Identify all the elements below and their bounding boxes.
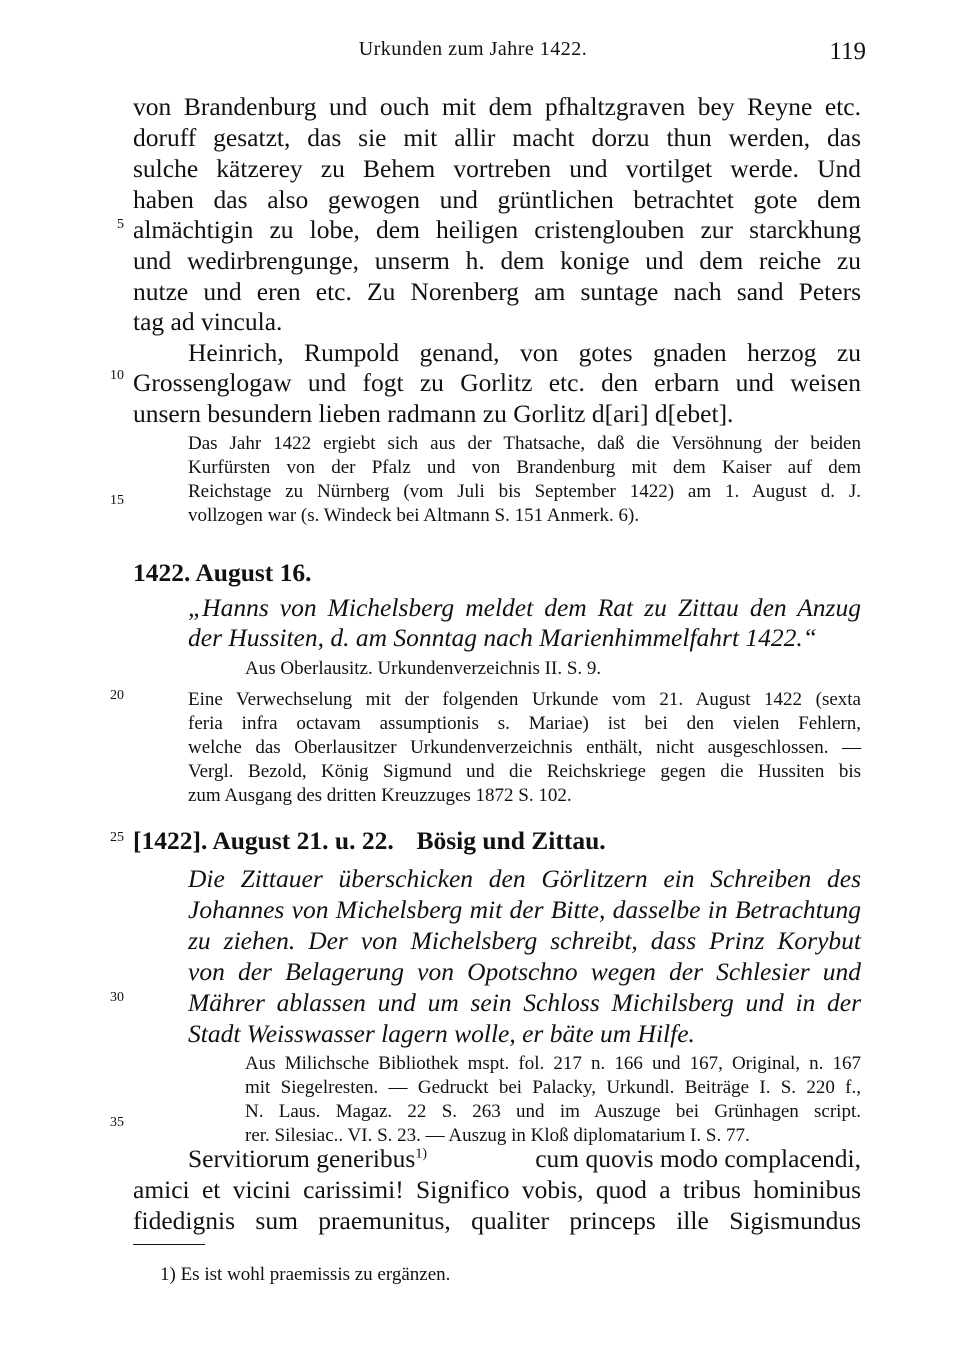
footnote-reference: 1)	[415, 1146, 428, 1162]
entry-source-line: Aus Milichsche Bibliothek mspt. fol. 217 n. 166 und 167, Original, n. 167	[245, 1053, 861, 1074]
entry-note-line: feria infra octavam assumptionis s. Mariae) ist bei den vielen Fehlern,	[188, 713, 861, 734]
entry-date: 1422. August 16.	[133, 558, 312, 587]
body-line: nutze und eren etc. Zu Norenberg am suntage nach sand Peters	[133, 277, 861, 306]
body-line: almächtigin zu lobe, dem heiligen cristenglouben zur starckhung	[133, 215, 861, 244]
body-line: Heinrich, Rumpold genand, von gotes gnaden herzog zu	[188, 338, 861, 367]
body-line: sulche kätzerey zu Behem vortreben und vortilget werde. Und	[133, 154, 861, 183]
body-line: Grossenglogaw und fogt zu Gorlitz etc. den erbarn und weisen	[133, 368, 861, 397]
entry-note-line: Vergl. Bezold, König Sigmund und die Reichskriege gegen die Hussiten bis	[188, 761, 861, 782]
line-number: 30	[110, 990, 124, 1005]
line-number: 15	[110, 493, 124, 508]
running-title: Urkunden zum Jahre 1422.	[358, 38, 588, 60]
body-line: von Brandenburg und ouch mit dem pfhaltzgraven bey Reyne etc.	[133, 92, 861, 121]
text-line	[188, 1144, 861, 1174]
entry-summary-line: Johannes von Michelsberg mit der Bitte, dasselbe in Betrachtung	[188, 895, 861, 924]
entry-note-line: zum Ausgang des dritten Kreuzzuges 1872 S. 102.	[188, 785, 572, 806]
footnote-rule	[133, 1244, 205, 1245]
note-line: vollzogen war (s. Windeck bei Altmann S. 151 Anmerk. 6).	[188, 505, 640, 526]
entry-place: Bösig und Zittau.	[416, 826, 606, 855]
text-line: fidedignis sum praemunitus, qualiter princeps ille Sigismundus	[133, 1206, 861, 1235]
entry-summary-line: von der Belagerung von Opotschno wegen der Schlesier und	[188, 957, 861, 986]
body-line: tag ad vincula.	[133, 307, 283, 336]
line-number: 5	[117, 217, 124, 232]
footnote	[160, 1264, 450, 1286]
body-line: und wedirbrengunge, unserm h. dem konige und dem reiche zu	[133, 246, 861, 275]
entry-summary-line: zu ziehen. Der von Michelsberg schreibt, dass Prinz Korybut	[188, 926, 861, 955]
text-fragment: Servitiorum generibus$^{1)}$	[188, 1144, 428, 1173]
entry-note-line: welche das Oberlausitzer Urkundenverzeichnis enthält, nicht ausgeschlossen. —	[188, 737, 861, 758]
entry-summary-line: der Hussiten, d. am Sonntag nach Marienhimmelfahrt 1422.“	[188, 623, 817, 652]
body-line: doruff gesatzt, das sie mit allir macht dorzu thun werden, das	[133, 123, 861, 152]
line-number: 20	[110, 688, 124, 703]
line-number: 35	[110, 1115, 124, 1130]
line-number: 25	[110, 830, 124, 845]
entry-source-line: N. Laus. Magaz. 22 S. 263 und im Auszuge bei Grünhagen script.	[245, 1101, 861, 1122]
entry-summary-line: Stadt Weisswasser lagern wolle, er bäte um Hilfe.	[188, 1019, 695, 1048]
note-line: Reichstage zu Nürnberg (vom Juli bis September 1422) am 1. August d. J.	[188, 481, 861, 502]
entry-source-line: rer. Silesiac.. VI. S. 23. — Auszug in Kloß diplomatarium I. S. 77.	[245, 1125, 750, 1146]
note-line: Das Jahr 1422 ergiebt sich aus der Thatsache, daß die Versöhnung der beiden	[188, 433, 861, 454]
entry-source-line: mit Siegelresten. — Gedruckt bei Palacky, Urkundl. Beiträge I. S. 220 f.,	[245, 1077, 861, 1098]
entry-note-line: Eine Verwechselung mit der folgenden Urkunde vom 21. August 1422 (sexta	[188, 689, 861, 710]
body-line: haben das also gewogen und grüntlichen betrachtet gote dem	[133, 185, 861, 214]
entry-date: [1422]. August 21. u. 22.	[133, 826, 394, 855]
body-line: unsern besundern lieben radmann zu Gorlitz d[ari] d[ebet].	[133, 399, 734, 428]
entry-summary-line: „Hanns von Michelsberg meldet dem Rat zu Zittau den Anzug	[188, 593, 861, 622]
page-number: 119	[829, 38, 866, 65]
note-line: Kurfürsten von der Pfalz und von Brandenburg mit dem Kaiser auf dem	[188, 457, 861, 478]
entry-summary-line: Mährer ablassen und um sein Schloss Michilsberg und in der	[188, 988, 861, 1017]
entry-heading	[133, 826, 606, 856]
footnote-text: Es ist wohl praemissis zu ergänzen.	[180, 1264, 451, 1285]
page-header	[0, 38, 960, 78]
text-fragment: cum quovis modo complacendi,	[535, 1144, 861, 1173]
entry-source: Aus Oberlausitz. Urkundenverzeichnis II. S. 9.	[245, 658, 602, 679]
line-number: 10	[110, 368, 124, 383]
entry-summary-line: Die Zittauer überschicken den Görlitzern ein Schreiben des	[188, 864, 861, 893]
footnote-marker: 1)	[160, 1264, 176, 1285]
text-line: amici et vicini carissimi! Significo vobis, quod a tribus hominibus	[133, 1175, 861, 1204]
